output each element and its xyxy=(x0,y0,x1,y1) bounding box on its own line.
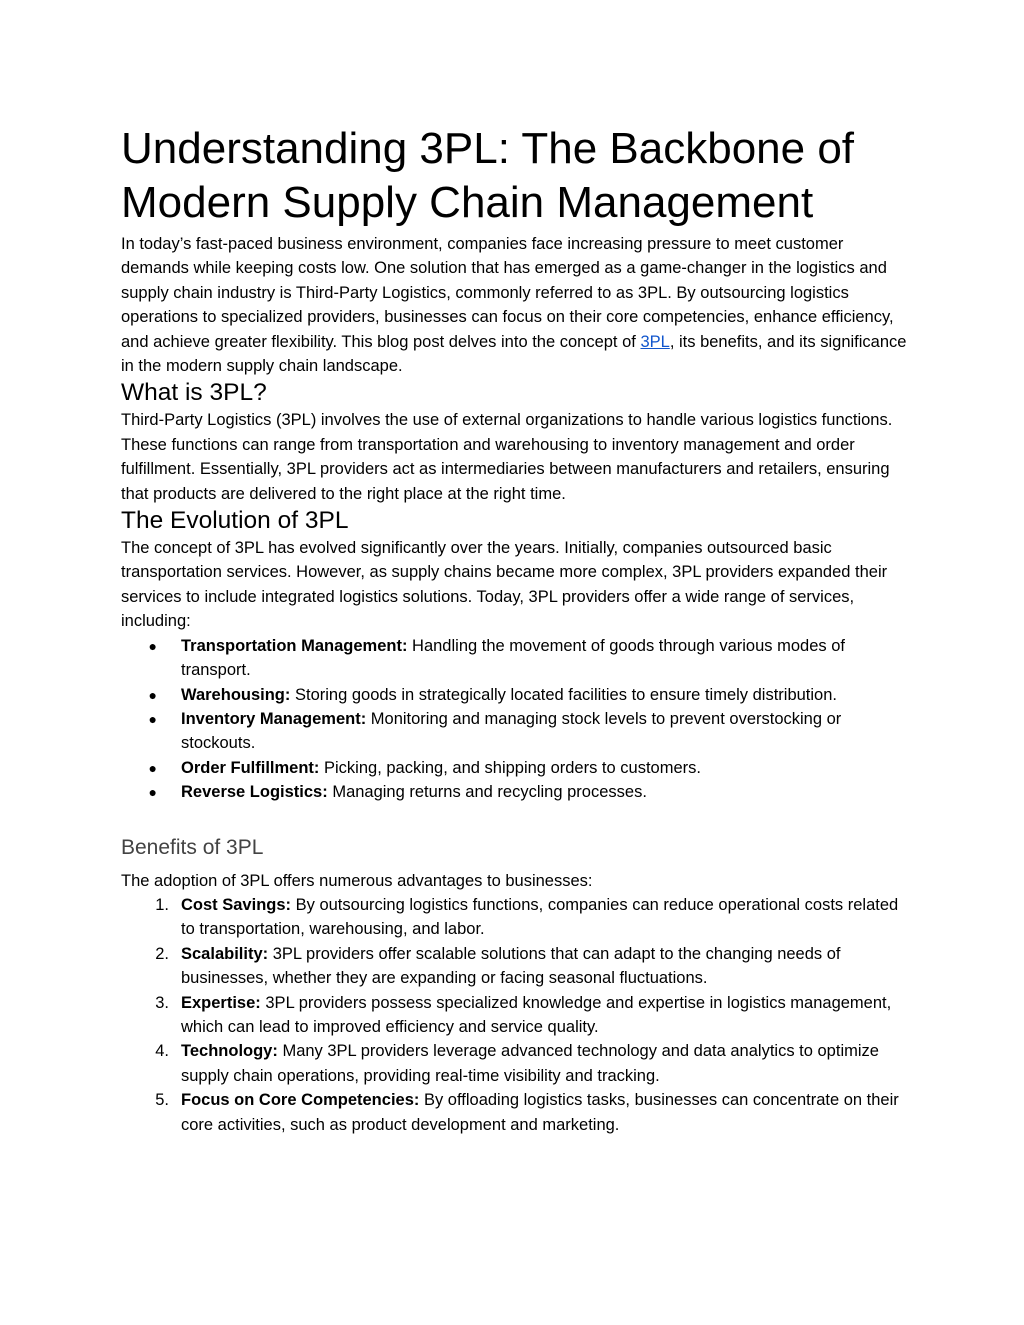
list-item xyxy=(121,780,911,804)
list-item xyxy=(121,1039,911,1088)
list-item-description: By offloading logistics tasks, businesses can concentrate on their core activities, such as product development and marketing. xyxy=(181,1091,899,1134)
list-item-description: Many 3PL providers leverage advanced technology and data analytics to optimize supply chain operations, providing real-time visibility and tracking. xyxy=(181,1042,879,1085)
bullet-marker: ● xyxy=(148,759,157,776)
intro-text-before-link: In today’s fast-paced business environment, companies face increasing pressure to meet customer demands while keeping costs low. One solution that has emerged as a game-changer in the logistics and supply chain industry is Third-Party Logistics, commonly referred to as 3PL. By outsourcing logistics operations to specialized providers, businesses can focus on their core competencies, enhance efficiency, and achieve greater flexibility. This blog post delves into the concept of xyxy=(121,235,894,351)
list-item-term: Expertise: xyxy=(181,993,261,1012)
number-marker: 3. xyxy=(155,993,169,1012)
list-item-description: Monitoring and managing stock levels to prevent overstocking or stockouts. xyxy=(181,709,842,753)
intro-text-after-link: , its benefits, and its significance in the modern supply chain landscape. xyxy=(121,332,907,376)
list-item-term: Transportation Management: xyxy=(181,636,408,655)
bullet-marker: ● xyxy=(148,710,157,727)
list-item-term: Order Fulfillment: xyxy=(181,758,320,777)
intro-paragraph xyxy=(121,232,911,378)
list-item-description: Managing returns and recycling processes. xyxy=(327,783,647,802)
list-item-description: Handling the movement of goods through various modes of transport. xyxy=(181,636,845,680)
list-item-term: Cost Savings: xyxy=(181,895,292,914)
section-heading-benefits: Benefits of 3PL xyxy=(121,835,264,859)
benefits-paragraph: The adoption of 3PL offers numerous advantages to businesses: xyxy=(121,871,593,890)
list-item xyxy=(121,707,911,756)
list-item xyxy=(121,1088,911,1137)
list-item-term: Reverse Logistics: xyxy=(181,783,328,802)
bullet-marker: ● xyxy=(148,686,157,703)
number-marker: 4. xyxy=(155,1042,169,1061)
list-item-term: Technology: xyxy=(181,1042,278,1061)
list-item-description: 3PL providers offer scalable solutions that can adapt to the changing needs of businesses, whether they are expanding or facing seasonal fluctuations. xyxy=(181,944,841,988)
list-item-term: Scalability: xyxy=(181,944,269,963)
3pl-link[interactable]: 3PL xyxy=(640,332,670,351)
list-item-term: Focus on Core Competencies: xyxy=(181,1091,420,1110)
list-item-term: Inventory Management: xyxy=(181,709,367,728)
evolution-paragraph: The concept of 3PL has evolved significantly over the years. Initially, companies outsourced basic transportation services. However, as supply chains became more complex, 3PL providers expanded their services to include integrated logistics solutions. Today, 3PL providers offer a wide range of services, including: xyxy=(121,539,888,631)
what-is-paragraph: Third-Party Logistics (3PL) involves the use of external organizations to handle various logistics functions. These functions can range from transportation and warehousing to inventory management and order fulfillment. Essentially, 3PL providers act as intermediaries between manufacturers and retailers, ensuring that products are delivered to the right place at the right time. xyxy=(121,411,893,503)
bullet-marker: ● xyxy=(148,637,157,654)
page-title: Understanding 3PL: The Backbone of Modern Supply Chain Management xyxy=(121,124,855,227)
number-marker: 1. xyxy=(155,895,169,914)
number-marker: 2. xyxy=(155,944,169,963)
list-item xyxy=(121,942,911,991)
services-list xyxy=(121,634,911,805)
section-heading-what-is: What is 3PL? xyxy=(121,379,267,407)
list-item xyxy=(121,683,911,707)
benefits-list xyxy=(121,893,911,1137)
document-page xyxy=(121,122,911,1137)
list-item-description: By outsourcing logistics functions, companies can reduce operational costs related to transportation, warehousing, and labor. xyxy=(181,895,899,939)
list-item xyxy=(121,756,911,780)
list-item xyxy=(121,893,911,942)
section-heading-evolution: The Evolution of 3PL xyxy=(121,507,349,535)
list-item-description: Storing goods in strategically located facilities to ensure timely distribution. xyxy=(290,685,837,704)
list-item xyxy=(121,991,911,1040)
list-item xyxy=(121,634,911,683)
list-item-description: Picking, packing, and shipping orders to customers. xyxy=(319,758,701,777)
bullet-marker: ● xyxy=(148,784,157,801)
number-marker: 5. xyxy=(155,1091,169,1110)
list-item-description: 3PL providers possess specialized knowledge and expertise in logistics management, which can lead to improved efficiency and service quality. xyxy=(181,993,892,1036)
list-item-term: Warehousing: xyxy=(181,685,291,704)
